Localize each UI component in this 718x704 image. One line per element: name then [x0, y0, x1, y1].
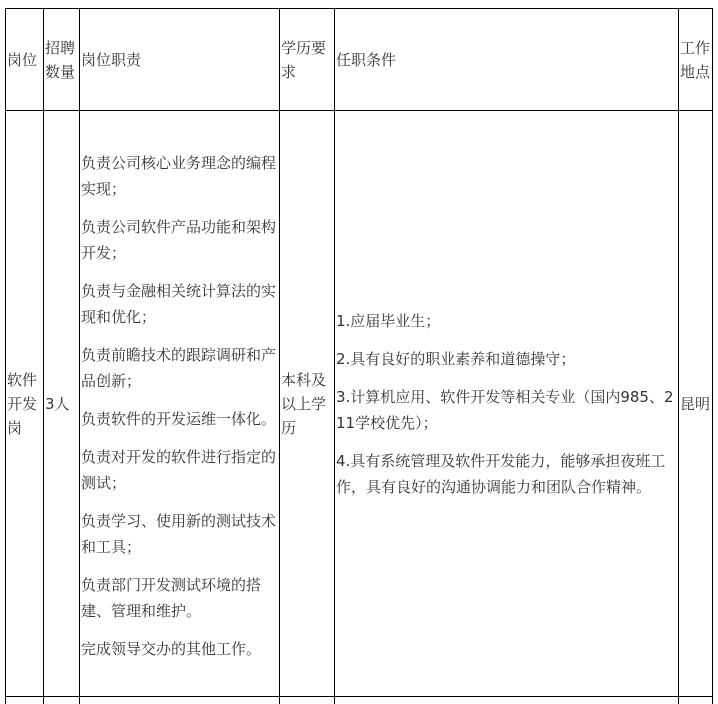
duty-item: 负责软件的开发运维一体化。 — [81, 409, 277, 428]
duty-item: 负责公司核心业务理念的编程实现； — [81, 153, 277, 198]
cell-position: 软件开发岗 — [6, 111, 44, 697]
header-headcount: 招聘数量 — [44, 9, 80, 111]
empty-cell — [679, 697, 713, 704]
empty-cell — [44, 697, 80, 704]
job-table — [5, 8, 713, 704]
requirement-item: 2.具有良好的职业素养和道德操守； — [336, 349, 576, 368]
empty-cell — [6, 697, 44, 704]
empty-cell — [280, 697, 335, 704]
header-education: 学历要求 — [280, 9, 335, 111]
requirement-item: 4.具有系统管理及软件开发能力，能够承担夜班工作，具有良好的沟通协调能力和团队合作精神。 — [336, 451, 666, 496]
cell-location: 昆明 — [679, 111, 713, 697]
requirement-item: 3.计算机应用、软件开发等相关专业（国内985、211学校优先）； — [336, 387, 674, 432]
table-row — [6, 111, 713, 697]
empty-cell — [335, 697, 679, 704]
duty-item: 负责前瞻技术的跟踪调研和产品创新； — [81, 345, 277, 390]
duty-item: 负责学习、使用新的测试技术和工具； — [81, 511, 277, 556]
duty-item: 负责公司软件产品功能和架构开发； — [81, 217, 277, 262]
header-duties: 岗位职责 — [80, 9, 280, 111]
duty-item: 负责对开发的软件进行指定的测试； — [81, 447, 277, 492]
table-row-partial — [6, 697, 713, 704]
duty-item: 负责与金融相关统计算法的实现和优化； — [81, 281, 277, 326]
requirement-item: 1.应届毕业生； — [336, 311, 441, 330]
empty-cell — [80, 697, 280, 704]
duty-item: 完成领导交办的其他工作。 — [81, 639, 262, 658]
header-requirements: 任职条件 — [335, 9, 679, 111]
header-row — [6, 9, 713, 111]
duty-item: 负责部门开发测试环境的搭建、管理和维护。 — [81, 575, 262, 620]
cell-requirements — [335, 111, 679, 697]
header-position: 岗位 — [6, 9, 44, 111]
cell-duties — [80, 111, 280, 697]
cell-headcount: 3人 — [44, 111, 80, 697]
header-location: 工作地点 — [679, 9, 713, 111]
cell-education: 本科及以上学历 — [280, 111, 335, 697]
